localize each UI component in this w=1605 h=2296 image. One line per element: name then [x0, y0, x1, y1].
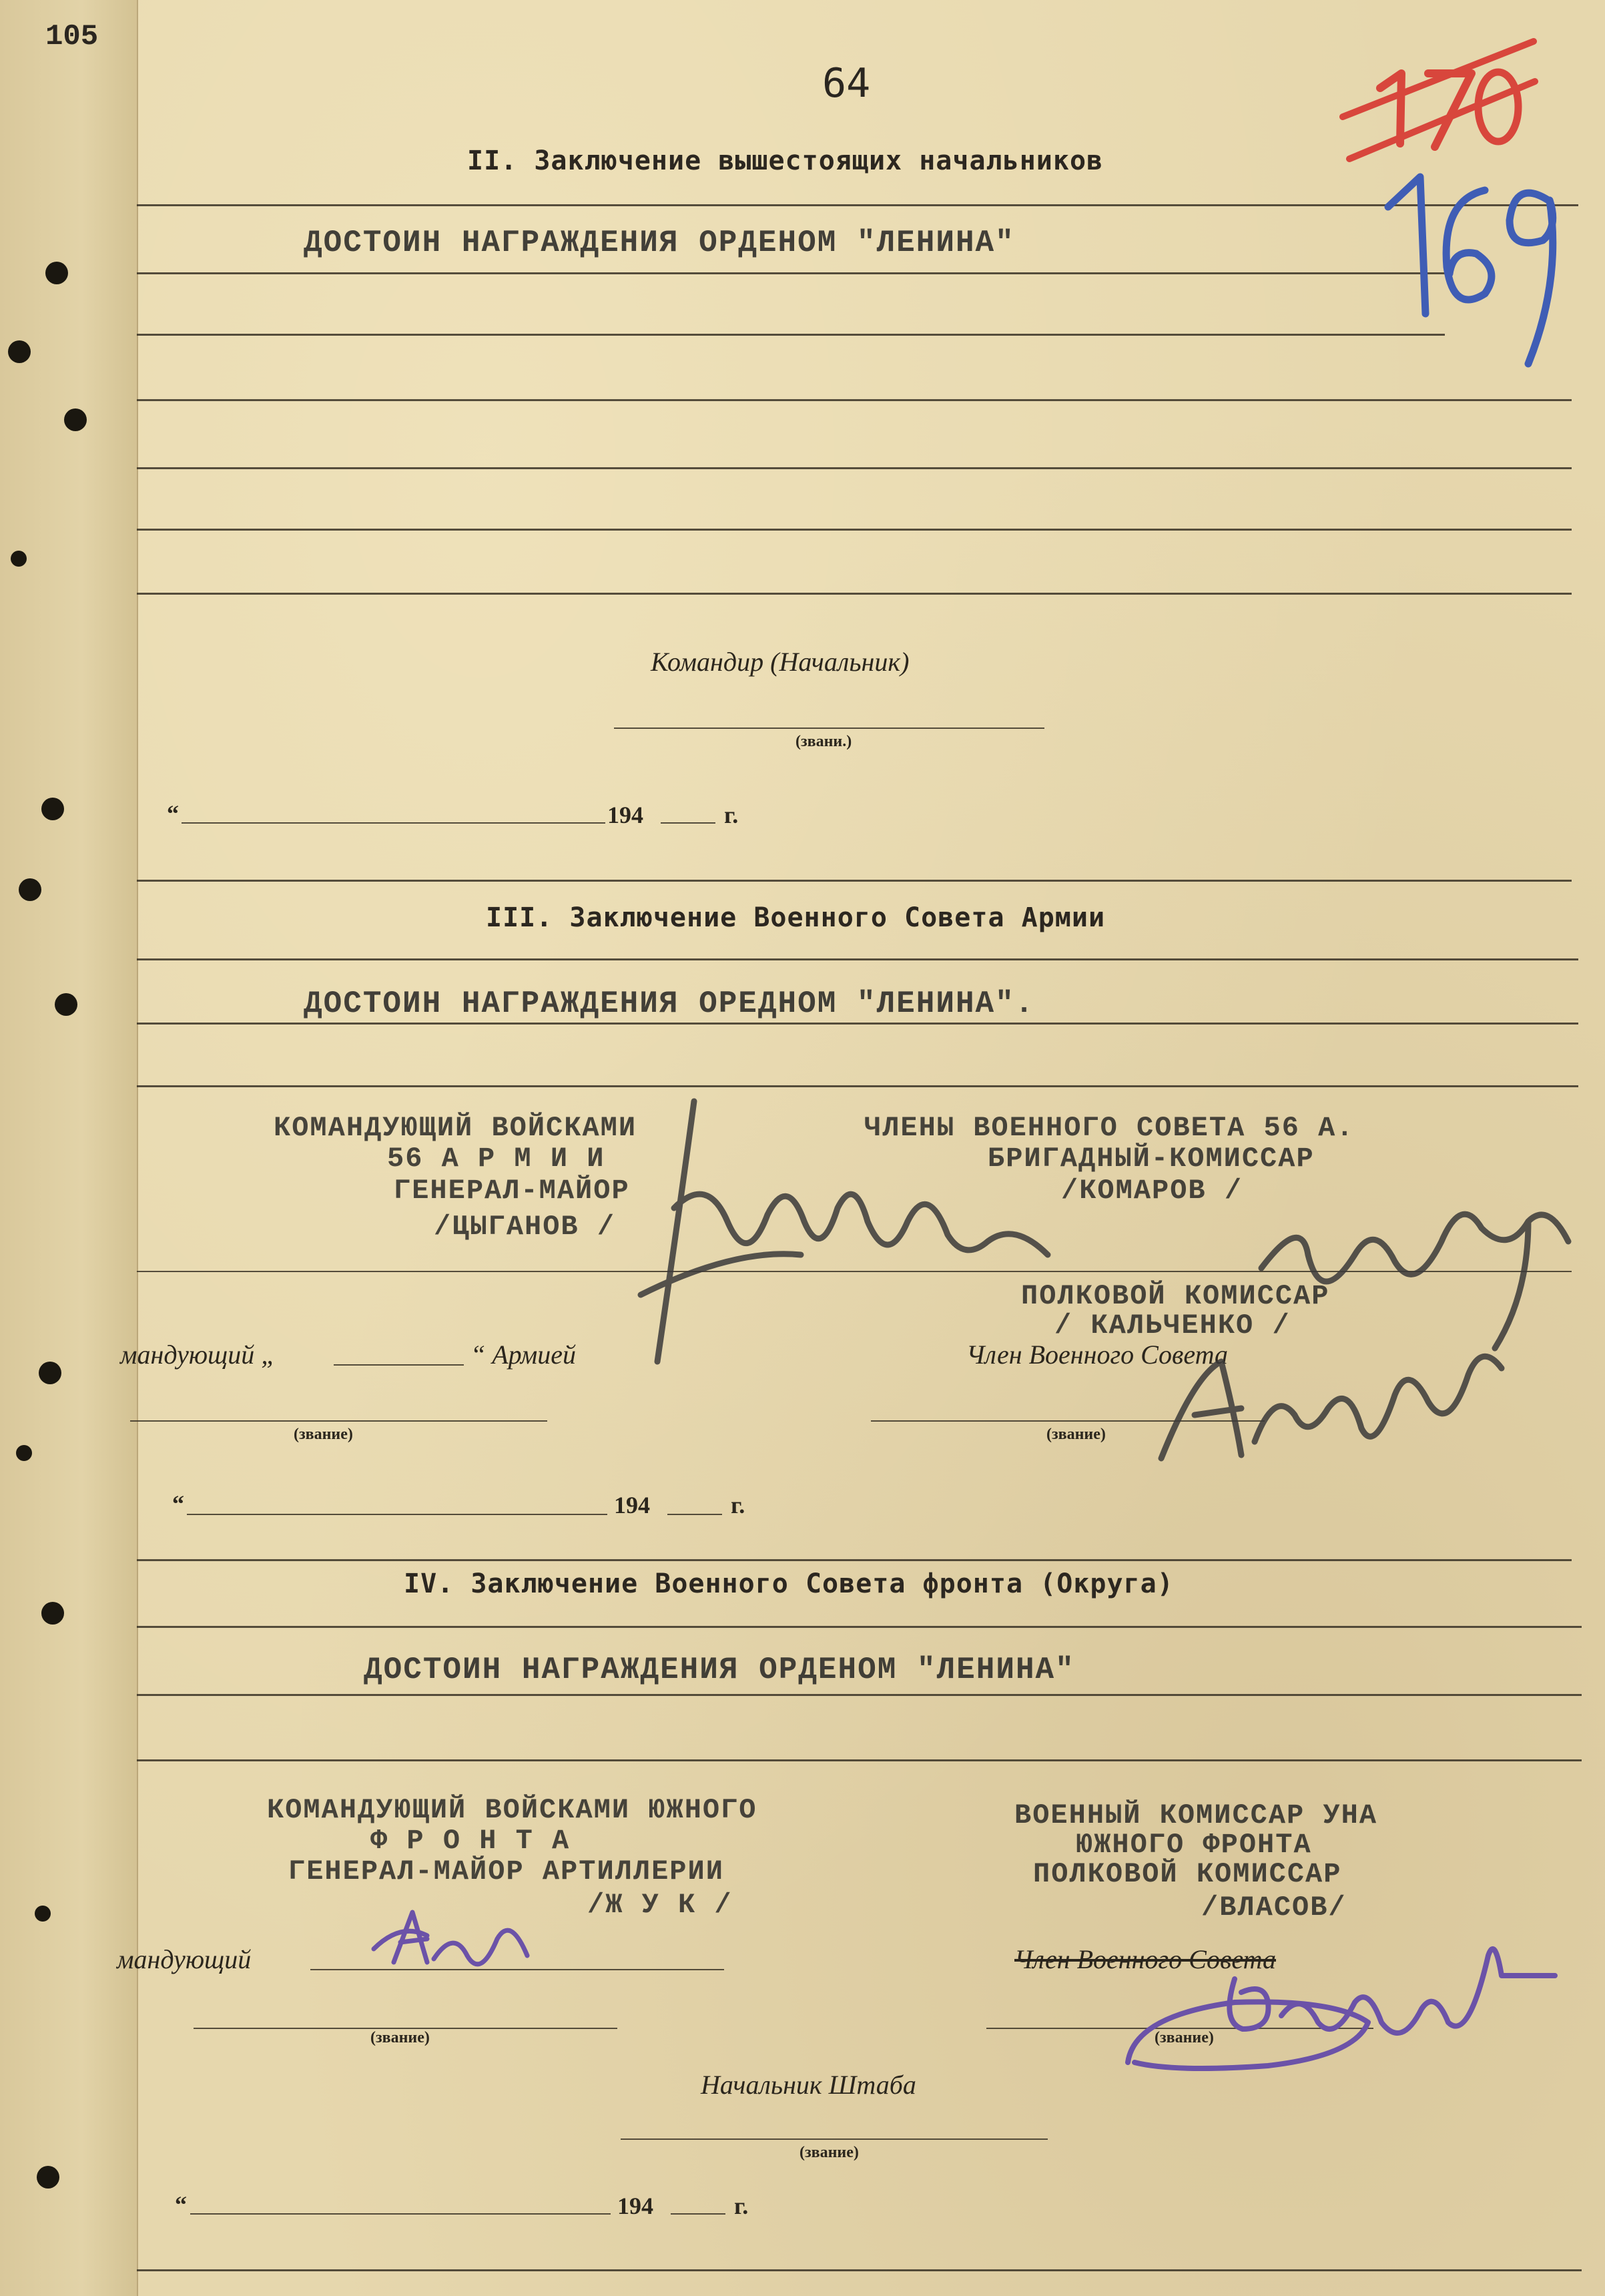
stamp-line: ЧЛЕНЫ ВОЕННОГО СОВЕТА 56 А.	[864, 1112, 1355, 1144]
stamp-line: ЮЖНОГО ФРОНТА	[1076, 1829, 1312, 1861]
section-2-commander-label: Командир (Начальник)	[651, 647, 910, 677]
section-4-rank-left: (звание)	[370, 2029, 430, 2046]
stamp-line: / КАЛЬЧЕНКО /	[1054, 1310, 1291, 1342]
stamp-line: БРИГАДНЫЙ-КОМИССАР	[988, 1143, 1315, 1175]
corner-number: 105	[45, 20, 99, 53]
signature-kalchenko	[1161, 1214, 1568, 1458]
section-2-conclusion: ДОСТОИН НАГРАЖДЕНИЯ ОРДЕНОМ "ЛЕНИНА"	[304, 226, 1015, 260]
stamp-line: ГЕНЕРАЛ-МАЙОР АРТИЛЛЕРИИ	[288, 1855, 724, 1888]
stamp-line: ГЕНЕРАЛ-МАЙОР	[394, 1175, 630, 1207]
section-3-rank-left: (звание)	[294, 1426, 353, 1443]
section-3-rank-right: (звание)	[1046, 1426, 1106, 1443]
section-3-date-g: г.	[731, 1492, 745, 1518]
section-4-rank-right: (звание)	[1155, 2029, 1214, 2046]
signature-zhuk	[374, 1912, 527, 1964]
section-3-member-label: Член Военного Совета	[966, 1340, 1228, 1370]
section-4-conclusion: ДОСТОИН НАГРАЖДЕНИЯ ОРДЕНОМ "ЛЕНИНА"	[364, 1653, 1075, 1687]
stamp-line: ПОЛКОВОЙ КОМИССАР	[1021, 1280, 1330, 1312]
section-2-rank-label: (звани.)	[795, 733, 852, 750]
section-3-conclusion: ДОСТОИН НАГРАЖДЕНИЯ ОРЕДНОМ "ЛЕНИНА".	[304, 986, 1035, 1021]
section-3-date-year: 194	[614, 1492, 650, 1518]
stamp-line: ВОЕННЫЙ КОМИССАР УНА	[1014, 1799, 1378, 1831]
section-2-date-g: г.	[724, 802, 739, 828]
signature-tsyganov	[641, 1101, 1048, 1362]
stamp-line: Ф Р О Н Т А	[370, 1825, 571, 1857]
section-2-date-quote: “	[167, 800, 179, 827]
stamp-line: /ЦЫГАНОВ /	[434, 1211, 616, 1243]
section-3-date-quote: “	[172, 1490, 184, 1517]
stamp-line: КОМАНДУЮЩИЙ ВОЙСКАМИ	[274, 1112, 637, 1144]
section-3-army-label: “ Армией	[470, 1340, 576, 1370]
section-2-date-year: 194	[607, 802, 643, 828]
section-3-heading: III. Заключение Военного Совета Армии	[486, 902, 1106, 933]
signature-vlasov	[1128, 1949, 1555, 2068]
archive-number-crossed-out	[1343, 41, 1535, 159]
stamp-line: /Ж У К /	[587, 1889, 733, 1921]
section-4-date-quote: “	[175, 2191, 187, 2218]
stamp-line: ПОЛКОВОЙ КОМИССАР	[1033, 1858, 1342, 1890]
section-4-commander-label: мандующий	[117, 1944, 252, 1974]
archive-number-current	[1388, 177, 1553, 364]
page-number: 64	[822, 60, 871, 107]
section-4-member-label: Член Военного Совета	[1014, 1944, 1276, 1974]
section-4-date-g: г.	[734, 2193, 749, 2219]
section-4-chief-label: Начальник Штаба	[701, 2070, 916, 2100]
stamp-line: КОМАНДУЮЩИЙ ВОЙСКАМИ ЮЖНОГО	[267, 1794, 757, 1826]
section-2-heading: II. Заключение вышестоящих начальников	[467, 146, 1104, 176]
section-4-rank-chief: (звание)	[799, 2144, 859, 2161]
stamp-line: 56 А Р М И И	[387, 1143, 605, 1175]
stamp-line: /ВЛАСОВ/	[1201, 1892, 1347, 1924]
section-4-date-year: 194	[617, 2193, 653, 2219]
section-3-commander-label: мандующий „	[120, 1340, 276, 1370]
stamp-line: /КОМАРОВ /	[1061, 1175, 1243, 1207]
section-4-heading: IV. Заключение Военного Совета фронта (Округа)	[404, 1568, 1174, 1599]
